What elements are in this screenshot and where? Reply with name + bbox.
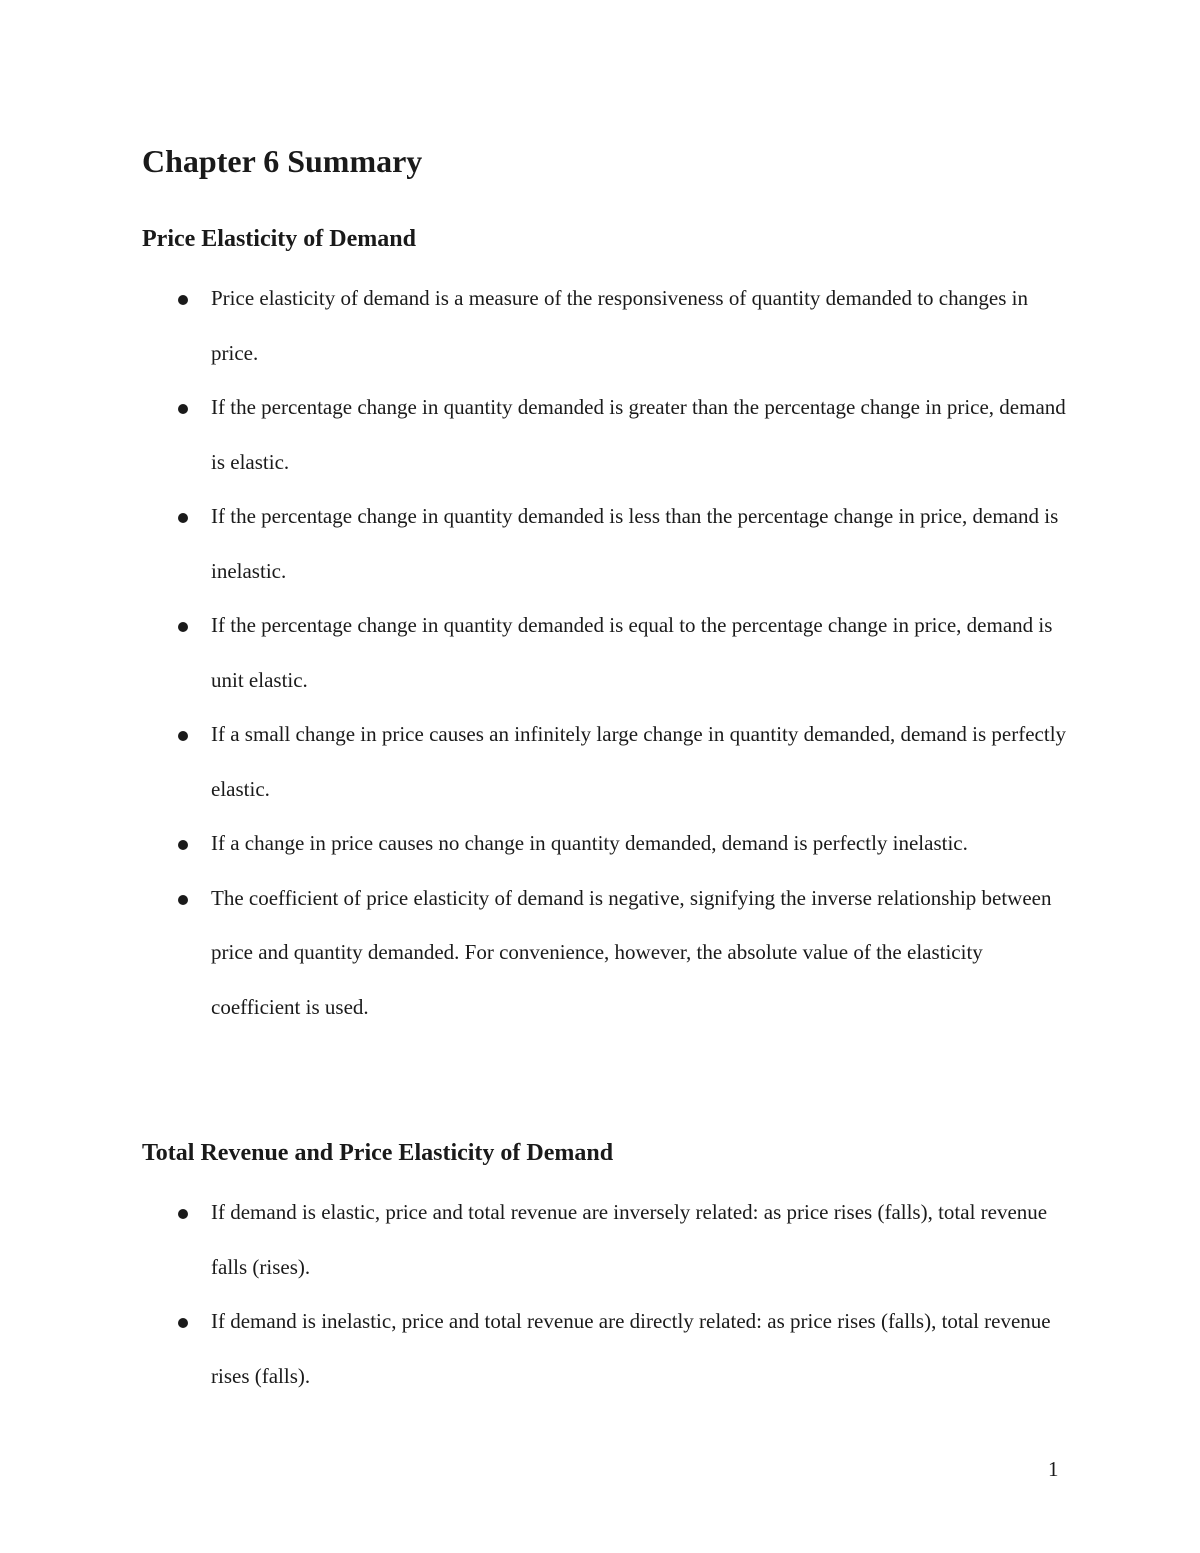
list-item xyxy=(0,489,1071,598)
list-item xyxy=(0,871,1071,1035)
bullet-icon xyxy=(178,840,188,850)
section-heading-price-elasticity: Price Elasticity of Demand xyxy=(142,226,416,252)
list-item xyxy=(0,271,1071,380)
list-item-text: Price elasticity of demand is a measure of the responsiveness of quantity demanded to changes in price. xyxy=(211,286,1029,365)
page-number: 1 xyxy=(1048,1457,1059,1481)
list-item-text: If a change in price causes no change in quantity demanded, demand is perfectly inelastic. xyxy=(211,831,968,855)
bullet-icon xyxy=(178,404,188,414)
bullet-icon xyxy=(178,295,188,305)
bullet-icon xyxy=(178,1318,188,1328)
section-heading-total-revenue: Total Revenue and Price Elasticity of Demand xyxy=(142,1140,614,1166)
bullet-icon xyxy=(178,731,188,741)
page-title: Chapter 6 Summary xyxy=(142,143,423,179)
bullet-icon xyxy=(178,1209,188,1219)
bullet-icon xyxy=(178,622,188,632)
bullet-list-total-revenue xyxy=(0,1185,1071,1403)
bullet-icon xyxy=(178,513,188,523)
list-item xyxy=(0,1185,1071,1294)
list-item-text: If demand is inelastic, price and total revenue are directly related: as price rises (falls), total revenue rises (falls). xyxy=(211,1309,1051,1388)
list-item xyxy=(0,380,1071,489)
list-item xyxy=(0,1294,1071,1403)
list-item-text: If the percentage change in quantity demanded is less than the percentage change in price, demand is inelastic. xyxy=(211,504,1059,583)
list-item-text: If demand is elastic, price and total revenue are inversely related: as price rises (falls), total revenue falls (rises). xyxy=(211,1200,1048,1279)
list-item xyxy=(0,816,1071,871)
list-item-text: If the percentage change in quantity demanded is equal to the percentage change in price, demand is unit elastic. xyxy=(211,613,1053,692)
list-item-text: The coefficient of price elasticity of demand is negative, signifying the inverse relationship between price and quantity demanded. For convenience, however, the absolute value of the elasticity coefficient is used. xyxy=(211,885,1052,1019)
list-item-text: If the percentage change in quantity demanded is greater than the percentage change in price, demand is elastic. xyxy=(211,395,1066,474)
bullet-icon xyxy=(178,895,188,905)
list-item-text: If a small change in price causes an infinitely large change in quantity demanded, demand is perfectly elastic. xyxy=(211,722,1067,801)
list-item xyxy=(0,707,1071,816)
list-item xyxy=(0,598,1071,707)
bullet-list-price-elasticity xyxy=(0,271,1071,1034)
